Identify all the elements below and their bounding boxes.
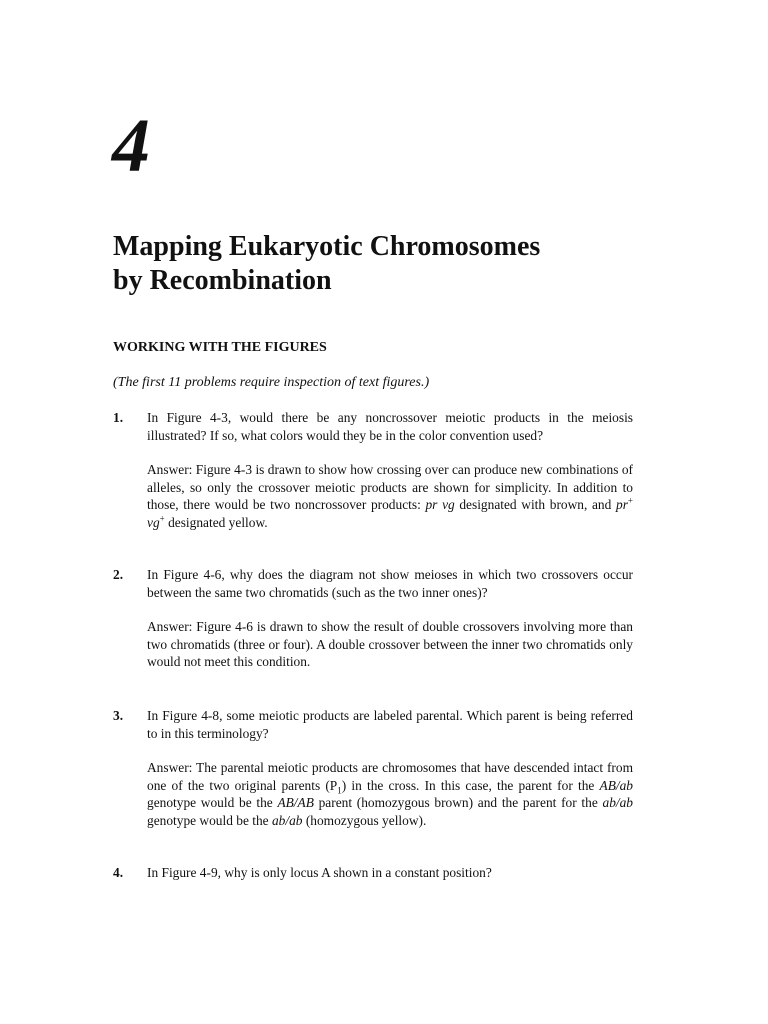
problem-2 xyxy=(113,566,633,671)
superscript-plus: + xyxy=(159,513,165,524)
chapter-title xyxy=(113,230,673,298)
problem-question: In Figure 4-3, would there be any noncrossover meiotic products in the meiosis illustrated? If so, what colors would they be in the color convention used? xyxy=(147,410,633,443)
genotype: AB/AB xyxy=(277,795,314,810)
chapter-number: 4 xyxy=(112,104,150,188)
answer-text: genotype would be the xyxy=(147,795,278,810)
answer-text: Answer: The parental meiotic products are chromosomes that have descended intact from one of the two original parents (P xyxy=(147,760,633,793)
allele-vg: vg xyxy=(442,497,455,512)
answer-text: parent (homozygous brown) and the parent for the xyxy=(313,795,603,810)
allele-pr-plus: pr xyxy=(616,497,628,512)
allele-pr: pr xyxy=(425,497,438,512)
answer-text: designated with brown, and xyxy=(454,497,616,512)
problem-1 xyxy=(113,409,633,531)
problem-answer xyxy=(147,759,633,829)
genotype: ab/ab xyxy=(602,795,634,810)
problem-question: In Figure 4-9, why is only locus A shown in a constant position? xyxy=(147,865,492,880)
allele-vg-plus: vg xyxy=(147,514,160,530)
problem-answer: Answer: Figure 4-6 is drawn to show the result of double crossovers involving more than two chromatids (three or four). A double crossover between the inner two chromatids only would not meet this condition. xyxy=(147,619,633,669)
answer-text: designated yellow. xyxy=(164,514,268,530)
problem-question: In Figure 4-8, some meiotic products are labeled parental. Which parent is being referred to in this terminology? xyxy=(147,708,633,741)
genotype: AB/ab xyxy=(599,777,633,793)
problem-question: In Figure 4-6, why does the diagram not show meioses in which two crossovers occur between the same two chromatids (such as the two inner ones)? xyxy=(147,567,633,600)
subscript-1: 1 xyxy=(337,785,342,796)
problem-number: 4. xyxy=(113,865,124,880)
answer-text: Answer: Figure 4-3 is drawn to show how crossing over can produce new combinations of alleles, so only the crossover meiotic products are shown for simplicity. In addition to those, there would be two noncrossover products: xyxy=(147,462,633,512)
chapter-title-line-1: Mapping Eukaryotic Chromosomes xyxy=(113,231,541,262)
answer-text: (homozygous yellow). xyxy=(302,812,427,828)
answer-text: ) in the cross. In this case, the parent for the xyxy=(341,777,600,793)
section-heading: WORKING WITH THE FIGURES xyxy=(113,340,327,355)
problem-number: 2. xyxy=(113,567,124,582)
problem-3 xyxy=(113,707,633,829)
problem-number: 1. xyxy=(113,410,124,425)
problem-answer xyxy=(147,461,633,531)
problem-4 xyxy=(113,864,633,882)
section-note: (The first 11 problems require inspection of text figures.) xyxy=(113,375,430,390)
superscript-plus: + xyxy=(627,495,633,506)
genotype: ab/ab xyxy=(271,812,303,828)
chapter-title-line-2: by Recombination xyxy=(113,265,332,296)
answer-text: genotype would be the xyxy=(147,812,272,828)
problem-number: 3. xyxy=(113,708,124,723)
